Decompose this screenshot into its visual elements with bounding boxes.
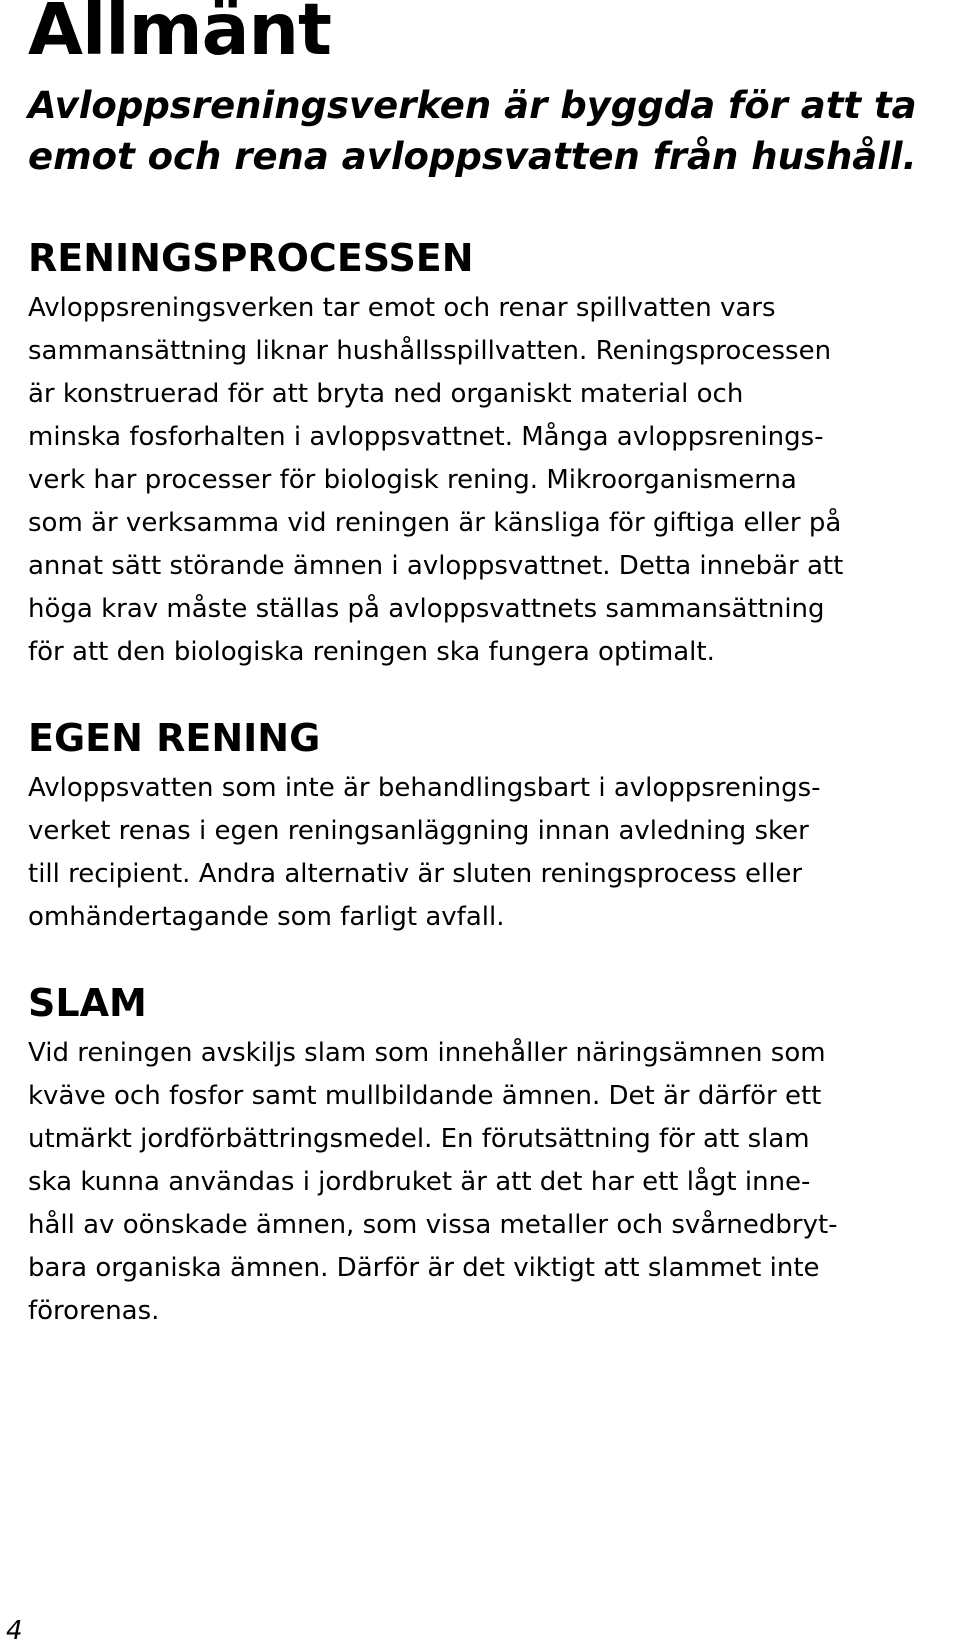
body-line: omhändertagande som farligt avfall. bbox=[28, 902, 505, 932]
body-line: bara organiska ämnen. Därför är det viktigt att slammet inte bbox=[28, 1253, 820, 1283]
body-line: Avloppsreningsverken tar emot och renar spillvatten vars bbox=[28, 293, 776, 323]
page-title: Allmänt bbox=[28, 0, 332, 71]
body-line: sammansättning liknar hushållsspillvatten. Reningsprocessen bbox=[28, 336, 832, 366]
body-line: utmärkt jordförbättringsmedel. En förutsättning för att slam bbox=[28, 1124, 810, 1154]
body-line: kväve och fosfor samt mullbildande ämnen. Det är därför ett bbox=[28, 1081, 822, 1111]
body-line: för att den biologiska reningen ska fungera optimalt. bbox=[28, 637, 715, 667]
body-line: är konstruerad för att bryta ned organiskt material och bbox=[28, 379, 744, 409]
intro-text bbox=[28, 80, 938, 182]
body-line: höga krav måste ställas på avloppsvattnets sammansättning bbox=[28, 594, 825, 624]
body-line: som är verksamma vid reningen är känsliga för giftiga eller på bbox=[28, 508, 842, 538]
intro-line: Avloppsreningsverken är byggda för att ta bbox=[28, 84, 917, 127]
body-line: håll av oönskade ämnen, som vissa metaller och svårnedbryt- bbox=[28, 1210, 838, 1240]
body-line: annat sätt störande ämnen i avloppsvattnet. Detta innebär att bbox=[28, 551, 844, 581]
intro-line: emot och rena avloppsvatten från hushåll. bbox=[28, 135, 917, 178]
body-line: verket renas i egen reningsanläggning innan avledning sker bbox=[28, 816, 809, 846]
section-heading-egen-rening: EGEN RENING bbox=[28, 716, 321, 760]
page-number: 4 bbox=[6, 1616, 23, 1646]
body-line: förorenas. bbox=[28, 1296, 160, 1326]
body-line: Vid reningen avskiljs slam som innehåller näringsämnen som bbox=[28, 1038, 826, 1068]
section-heading-slam: SLAM bbox=[28, 981, 147, 1025]
body-line: till recipient. Andra alternativ är sluten reningsprocess eller bbox=[28, 859, 803, 889]
body-line: verk har processer för biologisk rening. Mikroorganismerna bbox=[28, 465, 797, 495]
section-heading-reningsprocessen: RENINGSPROCESSEN bbox=[28, 236, 474, 280]
body-line: ska kunna användas i jordbruket är att det har ett lågt inne- bbox=[28, 1167, 811, 1197]
body-line: Avloppsvatten som inte är behandlingsbart i avloppsrenings- bbox=[28, 773, 821, 803]
body-line: minska fosforhalten i avloppsvattnet. Många avloppsrenings- bbox=[28, 422, 824, 452]
